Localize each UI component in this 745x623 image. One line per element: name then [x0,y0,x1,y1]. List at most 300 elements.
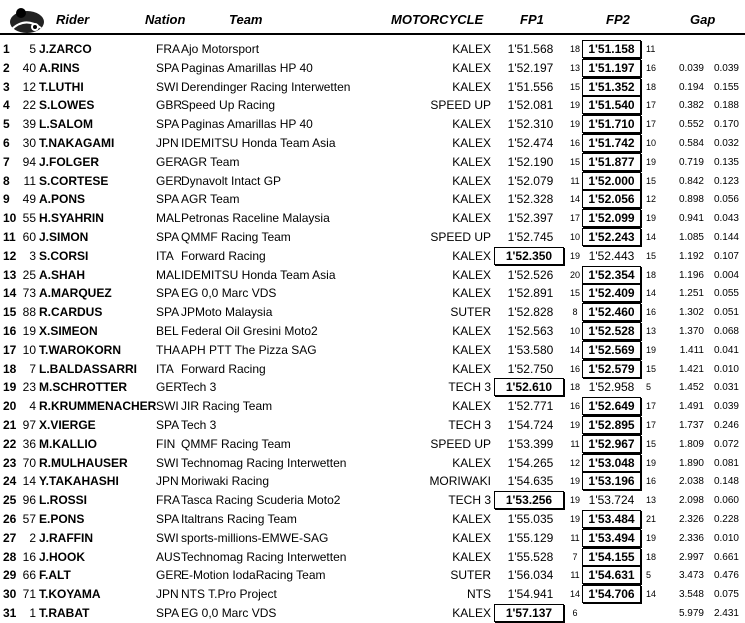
fp2-lap-cell: 17 [646,100,657,111]
fp1-time-cell: 1'56.034 [507,568,554,583]
fp1-time-cell: 1'52.328 [507,192,554,207]
fp2-time-cell: 1'52.895 [582,416,641,434]
nation-cell: SPA [156,418,180,432]
team-cell: Tech 3 [181,418,217,432]
team-cell: NTS T.Pro Project [181,587,277,602]
motorcycle-cell: KALEX [452,267,491,282]
gap-first-cell: 0.584 [678,138,704,149]
header-team: Team [229,12,263,27]
fp2-time-cell: 1'52.443 [588,248,635,263]
gap-first-cell: 1.421 [678,363,704,375]
fp1-lap-cell: 14 [569,194,580,205]
gap-previous-cell: 0.135 [713,156,739,168]
nation-cell: SPA [156,60,180,75]
rider-number-cell: 94 [22,154,36,169]
rider-number-cell: 39 [22,117,36,132]
table-row [0,115,745,134]
fp1-lap-cell: 10 [569,326,580,336]
position-cell: 19 [3,380,17,395]
fp2-time-cell: 1'51.710 [582,115,641,133]
team-cell: QMMF Racing Team [181,230,291,244]
rider-number-cell: 1 [29,606,36,620]
header-row [0,6,745,32]
table-row [0,134,745,153]
motorcycle-cell: KALEX [452,192,491,207]
fp2-time-cell: 1'51.197 [582,59,641,77]
motorcycle-cell: NTS [467,587,491,602]
position-cell: 6 [3,136,10,150]
fp2-time-cell: 1'53.494 [582,529,641,547]
fp2-lap-cell: 12 [646,194,657,205]
gap-previous-cell: 0.188 [713,100,739,112]
gap-first-cell: 0.552 [678,119,704,131]
rider-name-cell: L.ROSSI [39,493,88,508]
team-cell: E-Motion IodaRacing Team [181,568,326,583]
gap-previous-cell: 0.228 [713,514,739,525]
table-row [0,529,745,548]
table-row [0,78,745,97]
nation-cell: MAL [156,267,181,282]
nation-cell: SWI [156,455,179,470]
motorcycle-cell: KALEX [452,530,491,545]
fp1-time-cell: 1'51.568 [507,42,554,56]
fp1-lap-cell: 15 [569,288,580,299]
nation-cell: MAL [156,211,181,226]
rider-name-cell: T.WAROKORN [39,342,121,357]
nation-cell: FIN [156,436,176,451]
fp1-lap-cell: 19 [569,100,580,111]
fp1-time-cell: 1'54.941 [507,587,554,602]
gap-previous-cell: 0.056 [713,194,739,206]
fp1-lap-cell: 13 [569,62,580,73]
team-cell: Technomag Racing Interwetten [181,549,347,564]
nation-cell: GER [156,380,183,395]
fp1-time-cell: 1'52.610 [494,378,564,396]
motorcycle-cell: TECH 3 [448,380,491,395]
position-cell: 9 [3,192,10,207]
gap-first-cell: 0.842 [678,175,704,187]
position-cell: 18 [3,361,17,376]
team-cell: EG 0,0 Marc VDS [181,286,277,301]
rider-number-cell: 40 [22,60,36,75]
fp1-lap-cell: 6 [572,608,578,618]
nation-cell: GER [156,173,183,188]
fp1-time-cell: 1'53.580 [507,342,554,357]
rider-name-cell: S.LOWES [39,98,95,113]
fp1-lap-cell: 7 [572,551,578,562]
motorcycle-cell: KALEX [452,399,491,414]
nation-cell: GBR [156,98,183,113]
nation-cell: FRA [156,493,180,508]
fp2-lap-cell: 19 [646,344,657,355]
fp1-lap-cell: 14 [569,344,580,355]
team-cell: Italtrans Racing Team [181,512,297,526]
fp2-lap-cell: 10 [646,138,657,148]
position-cell: 13 [3,267,17,282]
rider-name-cell: R.MULHAUSER [39,455,128,470]
gap-first-cell: 5.979 [678,608,704,619]
nation-cell: SPA [156,512,180,526]
fp2-lap-cell: 14 [646,589,657,600]
gap-first-cell: 3.473 [678,570,704,582]
rider-name-cell: X.SIMEON [39,324,98,338]
rider-name-cell: M.KALLIO [39,436,97,451]
gap-previous-cell: 0.155 [713,81,739,93]
nation-cell: JPN [156,136,179,150]
fp1-time-cell: 1'57.137 [494,604,564,622]
fp2-time-cell: 1'52.354 [582,266,641,284]
fp1-time-cell: 1'52.745 [507,230,554,244]
rider-name-cell: J.SIMON [39,230,89,244]
position-cell: 25 [3,493,17,508]
nation-cell: ITA [156,248,174,263]
table-row [0,228,745,247]
rider-number-cell: 4 [29,399,36,414]
rider-name-cell: Y.TAKAHASHI [39,474,119,489]
fp1-lap-cell: 19 [569,119,580,130]
fp1-lap-cell: 15 [569,156,580,167]
gap-previous-cell: 0.039 [713,62,739,74]
position-cell: 2 [3,60,10,75]
fp1-lap-cell: 15 [569,81,580,92]
position-cell: 10 [3,211,17,226]
gap-first-cell: 2.038 [678,476,704,488]
rider-name-cell: T.KOYAMA [39,587,101,602]
table-row [0,585,745,604]
fp1-lap-cell: 19 [569,476,580,487]
table-row [0,59,745,78]
fp1-lap-cell: 18 [569,44,580,54]
motorcycle-cell: SPEED UP [430,230,491,244]
rider-name-cell: S.CORTESE [39,173,109,188]
rider-number-cell: 2 [29,530,36,545]
table-row [0,96,745,115]
nation-cell: BEL [156,324,179,338]
table-row [0,190,745,209]
position-cell: 22 [3,436,17,451]
fp2-time-cell: 1'52.409 [582,284,641,302]
fp2-lap-cell: 19 [646,457,657,468]
rider-number-cell: 10 [22,342,36,357]
table-row [0,284,745,303]
fp1-lap-cell: 12 [569,457,580,468]
rider-number-cell: 22 [22,98,36,113]
fp2-time-cell: 1'51.877 [582,153,641,171]
fp1-time-cell: 1'52.771 [507,399,554,414]
rider-name-cell: X.VIERGE [39,418,96,432]
team-cell: EG 0,0 Marc VDS [181,606,277,620]
rider-name-cell: T.RABAT [39,606,90,620]
fp1-time-cell: 1'52.310 [507,117,554,132]
table-row [0,435,745,454]
fp2-time-cell: 1'52.099 [582,209,641,227]
table-row [0,472,745,491]
fp2-time-cell: 1'52.569 [582,341,641,359]
team-cell: sports-millions-EMWE-SAG [181,530,329,545]
fp1-time-cell: 1'54.724 [507,418,554,432]
position-cell: 31 [3,606,17,620]
rider-number-cell: 7 [29,361,36,376]
position-cell: 28 [3,549,17,564]
fp2-lap-cell: 14 [646,288,657,299]
rider-number-cell: 57 [22,512,36,526]
rider-name-cell: L.BALDASSARRI [39,361,137,376]
fp2-lap-cell: 21 [646,514,657,524]
nation-cell: SPA [156,305,180,320]
motorcycle-cell: KALEX [452,455,491,470]
rider-name-cell: F.ALT [39,568,71,583]
motorcycle-cell: KALEX [452,324,491,338]
motorcycle-cell: TECH 3 [448,418,491,432]
motorcycle-rider-icon [5,6,47,34]
table-row [0,266,745,285]
gap-previous-cell: 0.123 [713,175,739,187]
position-cell: 8 [3,173,10,188]
fp2-time-cell: 1'52.243 [582,228,641,246]
table-row [0,416,745,435]
fp1-lap-cell: 11 [570,570,580,581]
motorcycle-cell: KALEX [452,512,491,526]
table-row [0,378,745,397]
table-row [0,303,745,322]
fp1-time-cell: 1'52.891 [507,286,554,301]
table-row [0,172,745,191]
fp1-time-cell: 1'52.350 [494,247,564,265]
position-cell: 4 [3,98,10,113]
fp1-time-cell: 1'54.265 [507,455,554,470]
rider-number-cell: 49 [22,192,36,207]
table-row [0,247,745,266]
fp2-lap-cell: 17 [646,119,657,130]
rider-number-cell: 73 [22,286,36,301]
team-cell: Forward Racing [181,361,266,376]
rider-number-cell: 36 [22,436,36,451]
fp1-time-cell: 1'55.035 [507,512,554,526]
rider-number-cell: 70 [22,455,36,470]
rider-number-cell: 12 [22,79,36,94]
fp1-time-cell: 1'52.190 [507,154,554,169]
team-cell: JIR Racing Team [181,399,273,414]
gap-first-cell: 0.941 [678,213,704,225]
nation-cell: SWI [156,530,179,545]
rider-name-cell: J.ZARCO [39,42,92,56]
gap-first-cell: 2.098 [678,495,704,507]
fp1-lap-cell: 19 [569,495,580,506]
gap-previous-cell: 0.081 [713,457,739,469]
position-cell: 3 [3,79,10,94]
gap-previous-cell: 0.032 [713,138,739,149]
fp2-time-cell: 1'52.967 [582,435,641,453]
nation-cell: SPA [156,606,180,620]
rider-name-cell: A.PONS [39,192,86,207]
table-row [0,209,745,228]
fp2-time-cell: 1'53.196 [582,472,641,490]
rider-name-cell: J.RAFFIN [39,530,93,545]
rider-name-cell: T.NAKAGAMI [39,136,115,150]
motorcycle-cell: SPEED UP [430,98,491,113]
nation-cell: FRA [156,42,180,56]
position-cell: 5 [3,117,10,132]
gap-first-cell: 1.196 [678,269,704,281]
rider-number-cell: 23 [22,380,36,395]
team-cell: IDEMITSU Honda Team Asia [181,267,336,282]
fp2-lap-cell: 16 [646,62,657,73]
gap-first-cell: 1.251 [678,288,704,300]
gap-first-cell: 1.085 [678,232,704,243]
gap-first-cell: 1.737 [678,420,704,431]
fp1-lap-cell: 11 [570,532,580,543]
nation-cell: SPA [156,117,180,132]
fp2-lap-cell: 19 [646,213,657,224]
fp2-lap-cell: 15 [646,438,657,449]
rider-name-cell: T.LUTHI [39,79,84,94]
rider-number-cell: 3 [29,248,36,263]
nation-cell: THA [156,342,180,357]
fp1-time-cell: 1'52.079 [507,173,554,188]
fp2-time-cell: 1'52.460 [582,303,641,321]
header-motorcycle: MOTORCYCLE [391,12,484,27]
fp1-time-cell: 1'53.399 [507,436,554,451]
rider-number-cell: 11 [23,173,36,188]
motorcycle-cell: KALEX [452,117,491,132]
table-row [0,341,745,360]
rider-name-cell: A.RINS [39,60,80,75]
gap-previous-cell: 0.010 [713,363,739,375]
fp2-time-cell: 1'52.528 [582,322,641,340]
gap-previous-cell: 0.476 [713,570,739,582]
fp1-time-cell: 1'52.474 [507,136,554,150]
motorcycle-cell: KALEX [452,361,491,376]
fp2-time-cell: 1'52.958 [588,380,635,395]
motorcycle-cell: KALEX [452,154,491,169]
team-cell: Paginas Amarillas HP 40 [181,117,313,132]
nation-cell: ITA [156,361,174,376]
fp2-lap-cell: 16 [646,476,657,487]
fp2-time-cell: 1'54.631 [582,566,641,584]
fp1-lap-cell: 8 [572,307,578,318]
fp2-lap-cell: 5 [646,570,652,581]
fp2-time-cell: 1'51.352 [582,78,641,96]
fp1-time-cell: 1'54.635 [507,474,554,489]
position-cell: 1 [3,42,10,56]
header-fp2: FP2 [606,12,630,27]
motorcycle-cell: KALEX [452,79,491,94]
team-cell: IDEMITSU Honda Team Asia [181,136,336,150]
position-cell: 24 [3,474,17,489]
header-rider: Rider [56,12,90,27]
fp1-time-cell: 1'52.081 [507,98,554,113]
nation-cell: JPN [156,587,179,602]
nation-cell: SPA [156,286,180,301]
gap-first-cell: 3.548 [678,589,704,601]
rider-number-cell: 14 [22,474,36,489]
gap-first-cell: 1.411 [679,344,704,356]
rider-name-cell: R.KRUMMENACHER [39,399,157,414]
rider-number-cell: 16 [22,549,36,564]
position-cell: 11 [3,230,16,244]
fp2-time-cell: 1'52.579 [582,360,641,378]
gap-previous-cell: 0.107 [713,250,739,262]
fp1-lap-cell: 19 [569,420,580,430]
team-cell: AGR Team [181,154,240,169]
team-cell: Petronas Raceline Malaysia [181,211,330,226]
table-row [0,40,745,59]
gap-previous-cell: 0.075 [713,589,739,601]
fp2-time-cell: 1'53.724 [588,493,635,508]
motorcycle-cell: TECH 3 [448,493,491,508]
nation-cell: SPA [156,192,180,207]
table-row [0,604,745,623]
team-cell: Ajo Motorsport [181,42,260,56]
motorcycle-cell: KALEX [452,211,491,226]
header-divider [0,33,745,35]
position-cell: 23 [3,455,17,470]
gap-first-cell: 2.326 [678,514,704,525]
gap-previous-cell: 2.431 [713,608,739,619]
motorcycle-cell: KALEX [452,342,491,357]
fp2-lap-cell: 5 [646,382,652,393]
gap-previous-cell: 0.041 [713,344,739,356]
team-cell: QMMF Racing Team [181,436,291,451]
motorcycle-cell: SUTER [450,305,491,320]
team-cell: Forward Racing [181,248,266,263]
rider-name-cell: E.PONS [39,512,85,526]
position-cell: 15 [3,305,17,320]
gap-first-cell: 1.192 [678,250,704,262]
table-row [0,360,745,379]
rider-name-cell: A.MARQUEZ [39,286,112,301]
fp1-lap-cell: 17 [569,213,580,224]
fp2-time-cell: 1'54.155 [582,548,641,566]
rider-number-cell: 19 [22,324,36,338]
motorcycle-cell: KALEX [452,42,491,56]
gap-previous-cell: 0.072 [713,438,739,450]
fp2-lap-cell: 13 [646,495,657,506]
gap-previous-cell: 0.010 [713,532,739,544]
motorcycle-cell: KALEX [452,60,491,75]
gap-previous-cell: 0.039 [713,401,739,413]
team-cell: Tasca Racing Scuderia Moto2 [181,493,341,508]
position-cell: 12 [3,248,17,263]
gap-previous-cell: 0.043 [713,213,739,225]
table-row [0,548,745,567]
fp2-lap-cell: 17 [646,420,657,430]
rider-number-cell: 55 [22,211,36,226]
motorcycle-cell: KALEX [452,248,491,263]
header-fp1: FP1 [520,12,544,27]
fp1-lap-cell: 16 [569,363,580,374]
rider-number-cell: 71 [22,587,36,602]
gap-previous-cell: 0.148 [713,476,739,488]
fp2-lap-cell: 15 [646,250,657,261]
fp2-time-cell: 1'52.000 [582,172,641,190]
fp2-lap-cell: 16 [646,307,657,318]
fp1-time-cell: 1'52.197 [507,60,554,75]
nation-cell: SPA [156,230,180,244]
team-cell: Tech 3 [181,380,217,395]
rider-name-cell: L.SALOM [39,117,93,132]
fp2-lap-cell: 15 [646,363,657,374]
team-cell: Paginas Amarillas HP 40 [181,60,313,75]
fp2-lap-cell: 14 [646,232,657,242]
fp1-time-cell: 1'53.256 [494,491,564,509]
rider-number-cell: 30 [22,136,36,150]
gap-previous-cell: 0.144 [713,232,739,243]
fp2-time-cell: 1'52.056 [582,190,641,208]
fp1-lap-cell: 18 [569,382,580,393]
fp1-lap-cell: 16 [569,138,580,148]
fp2-lap-cell: 17 [646,401,657,412]
